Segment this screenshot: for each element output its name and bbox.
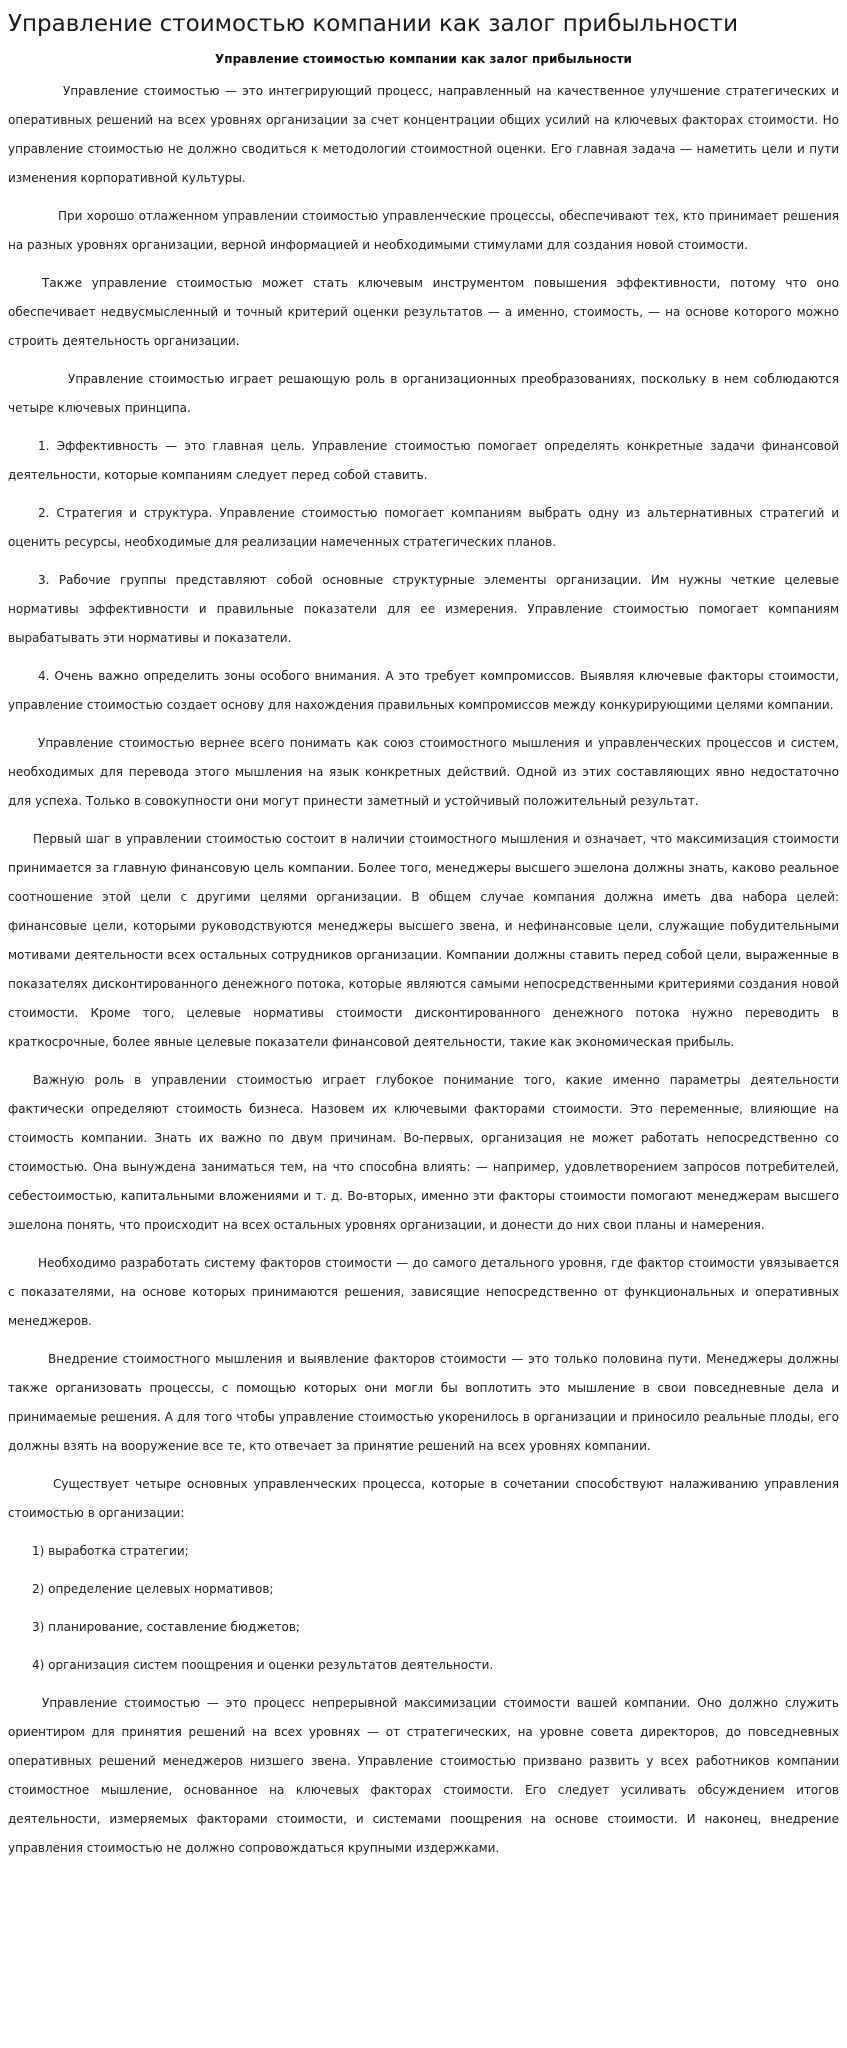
list-item: 4) организация систем поощрения и оценки результатов деятельности. (32, 1658, 494, 1672)
paragraph: Управление стоимостью — это интегрирующий процесс, направленный на качественное улучшение стратегических и оперативных решений на всех уровнях организации за счет концентрации общих усилий на ключевых факторах стоимости. Но управление стоимостью не должно сводиться к методологии стоимостной оценки. Его главная задача — наметить цели и пути изменения корпоративной культуры. (8, 84, 839, 185)
numbered-paragraph: 4. Очень важно определить зоны особого внимания. А это требует компромиссов. Выявляя ключевые факторы стоимости, управление стоимостью создает основу для нахождения правильных компромиссов между конкурирующими целями компании. (8, 669, 839, 712)
paragraph: Необходимо разработать систему факторов стоимости — до самого детального уровня, где фактор стоимости увязывается с показателями, на основе которых принимаются решения, зависящие непосредственно от функциональных и оперативных менеджеров. (8, 1256, 839, 1328)
paragraph: При хорошо отлаженном управлении стоимостью управленческие процессы, обеспечивают тех, кто принимает решения на разных уровнях организации, верной информацией и необходимыми стимулами для создания новой стоимости. (8, 209, 839, 252)
paragraph: Внедрение стоимостного мышления и выявление факторов стоимости — это только половина пути. Менеджеры должны также организовать процессы, с помощью которых они могли бы воплотить это мышление в свои повседневные дела и принимаемые решения. А для того чтобы управление стоимостью укоренилось в организации и приносило реальные плоды, его должны взять на вооружение все те, кто отвечает за принятие решений на всех уровнях компании. (8, 1352, 839, 1453)
paragraph: Первый шаг в управлении стоимостью состоит в наличии стоимостного мышления и означает, что максимизация стоимости принимается за главную финансовую цель компании. Более того, менеджеры высшего эшелона должны знать, каково реальное соотношение этой цели с другими целями организации. В общем случае компания должна иметь два набора целей: финансовые цели, которыми руководствуются менеджеры высшего звена, и нефинансовые цели, служащие побудительными мотивами деятельности всех остальных сотрудников организации. Компании должны ставить перед собой цели, выраженные в показателях дисконтированного денежного потока, которые являются самыми непосредственными критериями создания новой стоимости. Кроме того, целевые нормативы стоимости дисконтированного денежного потока нужно переводить в краткосрочные, более явные целевые показатели финансовой деятельности, такие как экономическая прибыль. (8, 832, 839, 1049)
article-heading: Управление стоимостью компании как залог прибыльности (215, 52, 632, 66)
list-item: 3) планирование, составление бюджетов; (32, 1620, 300, 1634)
paragraph: Управление стоимостью играет решающую роль в организационных преобразованиях, поскольку в нем соблюдаются четыре ключевых принципа. (8, 372, 839, 415)
paragraph: Существует четыре основных управленческих процесса, которые в сочетании способствуют налаживанию управления стоимостью в организации: (8, 1477, 839, 1520)
closing-paragraph: Управление стоимостью — это процесс непрерывной максимизации стоимости вашей компании. Оно должно служить ориентиром для принятия решений на всех уровнях — от стратегических, на уровне совета директоров, до повседневных оперативных решений менеджеров низшего звена. Управление стоимостью призвано развить у всех работников компании стоимостное мышление, основанное на ключевых факторах стоимости. Его следует усиливать обсуждением итогов деятельности, измеряемых факторами стоимости, и системами поощрения на основе стоимости. И наконец, внедрение управления стоимостью не должно сопровождаться крупными издержками. (8, 1696, 839, 1855)
list-item: 2) определение целевых нормативов; (32, 1582, 274, 1596)
numbered-paragraph: 1. Эффективность — это главная цель. Управление стоимостью помогает определять конкретные задачи финансовой деятельности, которые компаниям следует перед собой ставить. (8, 439, 839, 482)
paragraph: Важную роль в управлении стоимостью играет глубокое понимание того, какие именно параметры деятельности фактически определяют стоимость бизнеса. Назовем их ключевыми факторами стоимости. Это переменные, влияющие на стоимость компании. Знать их важно по двум причинам. Во-первых, организация не может работать непосредственно со стоимостью. Она вынуждена заниматься тем, на что способна влиять: — например, удовлетворением запросов потребителей, себестоимостью, капитальными вложениями и т. д. Во-вторых, именно эти факторы стоимости помогают менеджерам высшего эшелона понять, что происходит на всех остальных уровнях организации, и донести до них свои планы и намерения. (8, 1073, 839, 1232)
paragraph: Управление стоимостью вернее всего понимать как союз стоимостного мышления и управленческих процессов и систем, необходимых для перевода этого мышления на язык конкретных действий. Одной из этих составляющих явно недостаточно для успеха. Только в совокупности они могут принести заметный и устойчивый положительный результат. (8, 736, 839, 808)
list-item: 1) выработка стратегии; (32, 1544, 189, 1558)
numbered-paragraph: 2. Стратегия и структура. Управление стоимостью помогает компаниям выбрать одну из альтернативных стратегий и оценить ресурсы, необходимые для реализации намеченных стратегических планов. (8, 506, 839, 549)
numbered-paragraph: 3. Рабочие группы представляют собой основные структурные элементы организации. Им нужны четкие целевые нормативы эффективности и правильные показатели для ее измерения. Управление стоимостью помогает компаниям вырабатывать эти нормативы и показатели. (8, 573, 839, 645)
page-title: Управление стоимостью компании как залог прибыльности (8, 11, 739, 37)
article-body (0, 77, 847, 1863)
paragraph: Также управление стоимостью может стать ключевым инструментом повышения эффективности, потому что оно обеспечивает недвусмысленный и точный критерий оценки результатов — а именно, стоимость, — на основе которого можно строить деятельность организации. (8, 276, 839, 348)
